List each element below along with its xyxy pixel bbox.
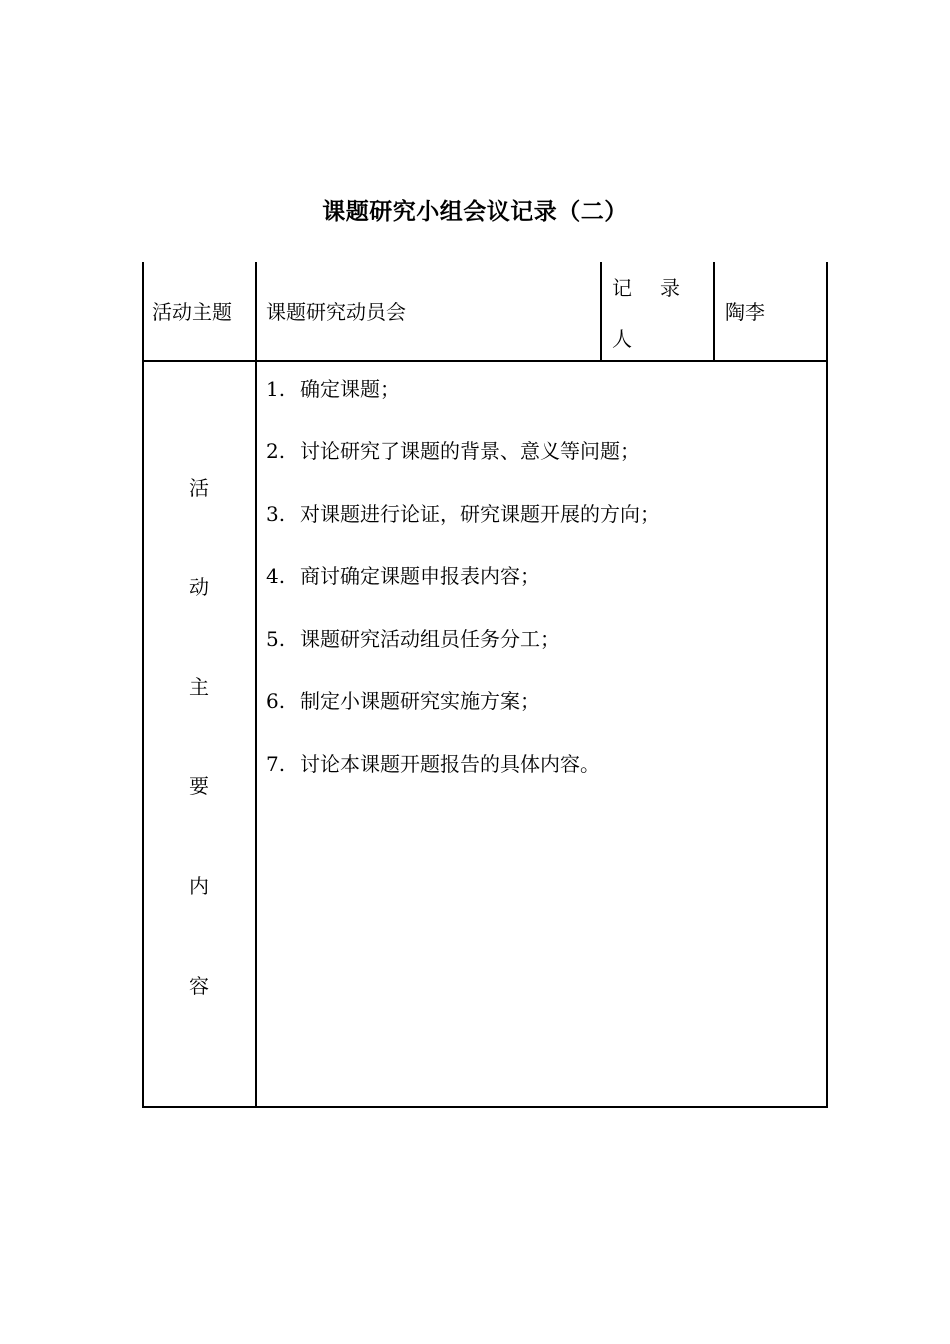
list-item-text: 对课题进行论证，研究课题开展的方向； <box>300 502 660 526</box>
table-divider-label-column <box>255 262 257 1108</box>
list-item <box>266 564 540 588</box>
table-row-divider <box>142 360 828 362</box>
list-item-number: 4. <box>266 564 286 588</box>
list-item <box>266 502 660 526</box>
list-item-text: 商讨确定课题申报表内容； <box>300 564 540 588</box>
list-item-number: 5. <box>266 627 286 651</box>
list-item-number: 6. <box>266 689 286 713</box>
table-border-right <box>826 262 828 1108</box>
list-item <box>266 627 560 651</box>
content-label-char: 活 <box>189 476 209 500</box>
list-item-number: 3. <box>266 502 286 526</box>
recorder-label-char-2: 录 <box>660 276 680 300</box>
content-label-char: 要 <box>189 774 209 798</box>
table-border-left <box>142 262 144 1108</box>
content-label-char: 动 <box>189 575 209 599</box>
list-item-text: 制定小课题研究实施方案； <box>300 689 540 713</box>
table-divider-recorder-label <box>600 262 602 362</box>
content-label-char: 容 <box>189 974 209 998</box>
recorder-value: 陶李 <box>725 300 765 324</box>
page-title: 课题研究小组会议记录（二） <box>322 199 628 225</box>
topic-label: 活动主题 <box>152 300 232 324</box>
recorder-label-char-1: 记 <box>612 276 632 300</box>
list-item-number: 2. <box>266 439 286 463</box>
recorder-label-char-3: 人 <box>612 327 632 351</box>
list-item-number: 1. <box>266 377 286 401</box>
topic-value: 课题研究动员会 <box>266 300 406 324</box>
content-label-char: 主 <box>189 675 209 699</box>
content-label-char: 内 <box>189 874 209 898</box>
list-item <box>266 689 540 713</box>
list-item-text: 讨论本课题开题报告的具体内容。 <box>300 752 600 776</box>
list-item-number: 7. <box>266 752 286 776</box>
table-divider-recorder-value <box>713 262 715 362</box>
list-item <box>266 752 600 776</box>
list-item <box>266 377 400 401</box>
list-item-text: 课题研究活动组员任务分工； <box>300 627 560 651</box>
list-item-text: 确定课题； <box>300 377 400 401</box>
table-border-bottom <box>142 1106 828 1108</box>
list-item <box>266 439 640 463</box>
list-item-text: 讨论研究了课题的背景、意义等问题； <box>300 439 640 463</box>
